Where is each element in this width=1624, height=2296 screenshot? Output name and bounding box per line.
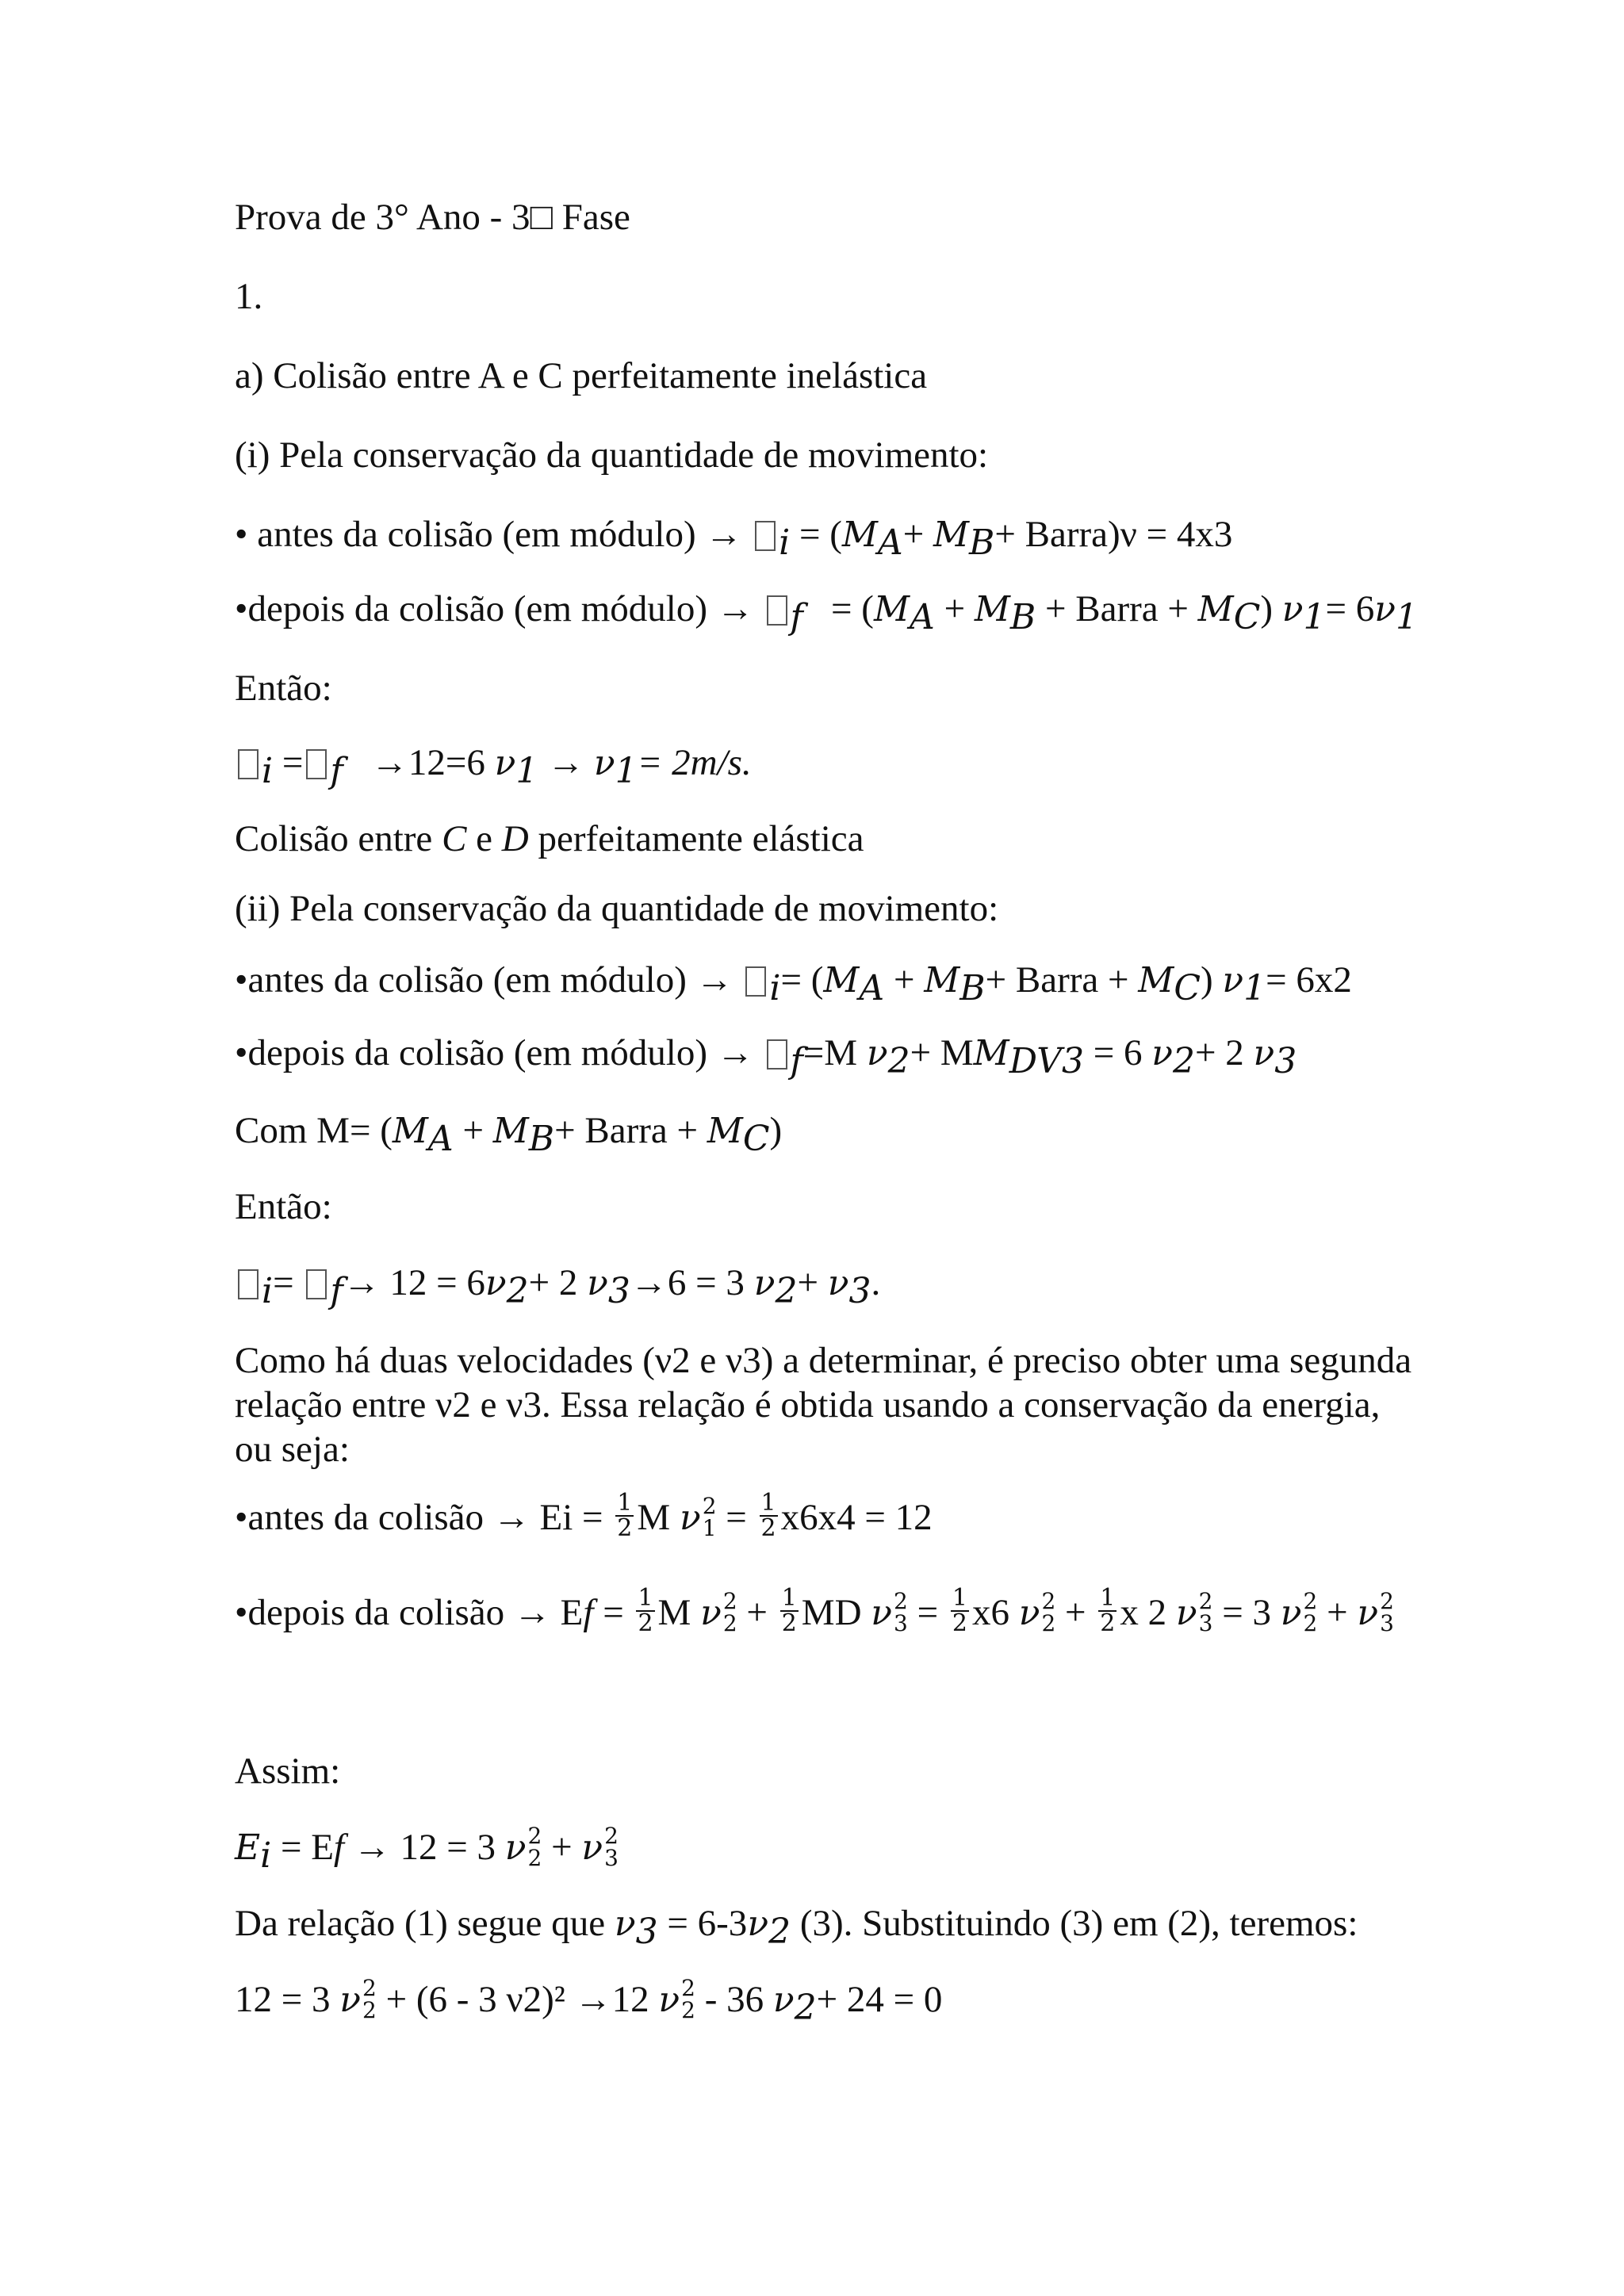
text: D [501, 818, 529, 859]
velocity-squared [658, 1977, 695, 2022]
subscript: 2 [1303, 1610, 1318, 1636]
velocity-squared [680, 1495, 717, 1540]
velocity-symbol: ν [1280, 1593, 1302, 1633]
numerator: 1 [638, 1584, 653, 1613]
text: M [637, 1497, 680, 1538]
text: + 2 [528, 1262, 588, 1303]
velocity-symbol: ν [587, 1263, 608, 1303]
subscript: 2 [527, 1845, 542, 1871]
subscript: 2 [506, 1271, 529, 1311]
text: e [466, 818, 502, 859]
subscript: 3 [1198, 1610, 1213, 1636]
numerator: 1 [617, 1489, 633, 1517]
missing-glyph-box [238, 749, 259, 779]
text: + [542, 1827, 582, 1868]
superscript: 2 [1303, 1588, 1318, 1614]
velocity-symbol: ν [753, 1263, 776, 1303]
subscript: i [769, 968, 781, 1008]
fraction [1098, 1586, 1116, 1636]
missing-glyph-box [306, 1269, 327, 1299]
page-title: Prova de 3° Ano - 3□ Fase [235, 197, 630, 238]
text: perfeitamente elástica [528, 818, 864, 859]
subscript: 3 [1380, 1610, 1394, 1636]
subscript: 1 [1303, 597, 1326, 637]
superscript: 2 [722, 1588, 737, 1614]
velocity-value: = 2m/s. [637, 742, 752, 783]
entao-label: Então: [235, 1186, 332, 1227]
missing-glyph-box [767, 1039, 787, 1070]
paragraph-line: relação entre ν2 e ν3. Essa relação é obtida usando a conservação da energia, [235, 1384, 1381, 1425]
velocity-squared [1281, 1590, 1318, 1636]
text: MD [801, 1592, 871, 1633]
numerator: 1 [781, 1584, 797, 1613]
fraction [780, 1586, 799, 1636]
text: + [1055, 1592, 1086, 1633]
denominator: 2 [617, 1514, 633, 1543]
index-stack [362, 1977, 377, 2022]
text: = 3 [1212, 1592, 1281, 1633]
velocity-squared [1176, 1590, 1213, 1636]
text: + [737, 1592, 768, 1633]
text: = ( [802, 588, 874, 629]
velocity-symbol: ν [485, 1263, 507, 1303]
text: + (6 - 3 ν2)² →12 [376, 1979, 659, 2020]
momentum-after-line-2 [235, 1031, 1297, 1081]
numerator: 1 [952, 1584, 967, 1613]
text: → [538, 742, 594, 783]
missing-glyph-box [755, 521, 776, 551]
text: = [716, 1497, 747, 1538]
text: (3). Substituindo (3) em (2), teremos: [791, 1903, 1358, 1944]
text: f [333, 1827, 344, 1868]
superscript: 2 [1041, 1588, 1056, 1614]
final-equation-line [235, 1975, 943, 2028]
fraction [951, 1586, 969, 1636]
text: + [797, 1262, 828, 1303]
velocity-symbol: ν [1222, 960, 1244, 1001]
text: + [884, 959, 925, 1001]
text: = [273, 742, 304, 783]
mass-symbol: M [924, 960, 960, 1001]
mass-symbol: M [933, 515, 970, 555]
subscript: 2 [1173, 1041, 1195, 1081]
subscript: B [528, 1119, 555, 1159]
denominator: 2 [781, 1609, 797, 1638]
velocity-squared [339, 1977, 377, 2022]
velocity-symbol: ν [1175, 1593, 1197, 1633]
text: → 12 = 3 [343, 1827, 505, 1868]
index-stack [894, 1590, 908, 1635]
text: = 6 [1083, 1032, 1152, 1073]
text: + 2 [1195, 1032, 1254, 1073]
denominator: 2 [1100, 1609, 1116, 1638]
subscript: 1 [515, 751, 538, 791]
text: = E [271, 1827, 334, 1868]
subscript: 1 [1396, 597, 1419, 637]
subscript: f [330, 1271, 343, 1311]
subscript: i [779, 522, 791, 563]
text: x6x4 = 12 [780, 1497, 933, 1538]
subscript: B [959, 968, 986, 1008]
text: + Barra + [554, 1110, 707, 1151]
mass-symbol: M [973, 1033, 1009, 1073]
text: + [902, 514, 933, 555]
label: •depois da colisão (em módulo) → [235, 1032, 754, 1073]
text: x6 [971, 1592, 1019, 1633]
text: 12 = 3 [235, 1979, 340, 2020]
subscript: 1 [1243, 968, 1266, 1008]
momentum-before-line-1 [235, 512, 1233, 563]
velocity-squared [1019, 1590, 1056, 1636]
mass-symbol: M [823, 960, 860, 1001]
text: →12=6 [343, 742, 495, 783]
question-number: 1. [235, 276, 263, 317]
text: = ( [790, 514, 842, 555]
index-stack [604, 1825, 619, 1869]
text: = 6-3 [657, 1903, 748, 1944]
numerator: 1 [1100, 1584, 1116, 1613]
superscript: 2 [362, 1975, 377, 2001]
subscript: C [742, 1119, 770, 1159]
index-stack [1303, 1590, 1317, 1635]
text: + [453, 1110, 493, 1151]
text: C [442, 818, 467, 859]
text: + 24 = 0 [816, 1979, 943, 2020]
text: ) [769, 1110, 783, 1151]
mass-symbol: M [841, 515, 878, 555]
superscript: 2 [702, 1493, 717, 1519]
subscript: 3 [635, 1911, 658, 1952]
velocity-squared [871, 1590, 908, 1636]
text: f [583, 1592, 594, 1633]
text: ) [1201, 959, 1223, 1001]
subscript: A [910, 597, 935, 637]
velocity-symbol: ν [866, 1033, 888, 1073]
text: x 2 [1120, 1592, 1176, 1633]
subscript: 3 [1274, 1041, 1297, 1081]
subscript: 3 [607, 1271, 630, 1311]
superscript: 2 [1198, 1588, 1213, 1614]
text: ) [1260, 588, 1282, 629]
superscript: 2 [527, 1823, 542, 1849]
velocity-symbol: ν [871, 1593, 893, 1633]
subscript: 2 [362, 1997, 377, 2023]
text: = [273, 1262, 304, 1303]
subscript: i [262, 1271, 274, 1311]
text: →6 = 3 [630, 1262, 754, 1303]
text: → 12 = 6 [343, 1262, 485, 1303]
denominator: 2 [952, 1609, 967, 1638]
text: = ( [780, 959, 824, 1001]
velocity-symbol: ν [494, 743, 516, 783]
denominator: 2 [760, 1514, 776, 1543]
energy-before-line [235, 1489, 933, 1545]
text: M [657, 1592, 701, 1633]
missing-glyph-box [306, 749, 327, 779]
index-stack [1380, 1590, 1394, 1635]
text: . [871, 1262, 881, 1303]
velocity-symbol: ν [1018, 1593, 1040, 1633]
superscript: 2 [604, 1823, 619, 1849]
velocity-symbol: ν [1151, 1033, 1173, 1073]
numerator: 1 [760, 1489, 776, 1517]
label: •antes da colisão (em módulo) → [235, 959, 733, 1001]
subscript: 2 [794, 1988, 817, 2028]
result-line-1 [235, 740, 752, 791]
velocity-symbol: ν [339, 1980, 362, 2020]
label: • antes da colisão (em módulo) → [235, 514, 743, 555]
paragraph-line: ou seja: [235, 1429, 350, 1470]
velocity-symbol: ν [747, 1904, 769, 1944]
text: + [934, 588, 975, 629]
index-stack [1199, 1590, 1213, 1635]
step-ii-heading: (ii) Pela conservação da quantidade de movimento: [235, 888, 999, 929]
text: + [1317, 1592, 1358, 1633]
fraction [636, 1586, 654, 1636]
velocity-squared [505, 1825, 542, 1870]
entao-label: Então: [235, 668, 332, 709]
momentum-before-line-2 [235, 958, 1352, 1008]
subscript: A [877, 522, 903, 563]
text: + Barra + [1036, 588, 1198, 629]
subscript: B [969, 522, 995, 563]
paragraph-line: Como há duas velocidades (ν2 e ν3) a determinar, é preciso obter uma segunda [235, 1340, 1412, 1381]
text: = [593, 1592, 624, 1633]
text: = [907, 1592, 939, 1633]
velocity-squared [581, 1825, 619, 1870]
subscript: 2 [887, 1041, 910, 1081]
index-stack [528, 1825, 542, 1869]
text: = 6x2 [1266, 959, 1352, 1001]
velocity-squared [700, 1590, 737, 1636]
subscript: 2 [775, 1271, 798, 1311]
subscript: i [260, 1835, 272, 1876]
velocity-symbol: ν [504, 1827, 527, 1868]
assim-label: Assim: [235, 1751, 341, 1792]
mass-symbol: M [873, 589, 910, 629]
subscript: A [859, 968, 885, 1008]
velocity-symbol: ν [1253, 1033, 1275, 1073]
text: Com M= ( [235, 1110, 393, 1151]
subscript: f [330, 751, 343, 791]
mass-definition-line [235, 1108, 783, 1159]
subscript: 1 [615, 751, 638, 791]
subscript: 2 [1041, 1610, 1056, 1636]
velocity-symbol: ν [827, 1263, 849, 1303]
velocity-squared [1357, 1590, 1394, 1636]
relation-line [235, 1901, 1358, 1952]
subscript: C [1174, 968, 1201, 1008]
mass-symbol: M [1138, 960, 1174, 1001]
velocity-symbol: ν [700, 1593, 722, 1633]
subscript: DV3 [1009, 1041, 1084, 1081]
denominator: 2 [638, 1609, 653, 1638]
superscript: 2 [894, 1588, 908, 1614]
mass-symbol: M [974, 589, 1010, 629]
subscript: 3 [848, 1271, 871, 1311]
subscript: 3 [604, 1845, 619, 1871]
subscript: f [790, 1041, 803, 1081]
part-a-heading: a) Colisão entre A e C perfeitamente inelástica [235, 355, 928, 396]
velocity-symbol: ν [1374, 589, 1396, 629]
missing-glyph-box [745, 966, 766, 997]
step-i-heading: (i) Pela conservação da quantidade de movimento: [235, 434, 989, 476]
superscript: 2 [1380, 1588, 1394, 1614]
subscript: B [1009, 597, 1036, 637]
subscript: 2 [681, 1997, 695, 2023]
velocity-symbol: ν [1357, 1593, 1379, 1633]
momentum-after-line-1 [235, 587, 1419, 637]
text: + M [910, 1032, 974, 1073]
superscript: 2 [681, 1975, 695, 2001]
text: •depois da colisão → E [235, 1592, 584, 1633]
explanation-paragraph [235, 1338, 1472, 1471]
velocity-symbol: ν [679, 1498, 701, 1538]
text: •antes da colisão → Ei = [235, 1497, 603, 1538]
energy-equation-line [235, 1823, 619, 1876]
index-stack [681, 1977, 695, 2022]
subscript: 3 [894, 1610, 908, 1636]
result-line-2 [235, 1261, 881, 1311]
label: •depois da colisão (em módulo) → [235, 588, 754, 629]
mass-symbol: M [1197, 589, 1234, 629]
velocity-symbol: ν [658, 1980, 680, 2020]
text: + Barra + [985, 959, 1139, 1001]
mass-symbol: M [492, 1111, 529, 1151]
subscript: i [262, 751, 274, 791]
energy-after-line [235, 1584, 1394, 1640]
text: - 36 [695, 1979, 773, 2020]
energy-symbol: E [235, 1827, 261, 1868]
subscript: 2 [768, 1911, 791, 1952]
subscript: C [1233, 597, 1261, 637]
subscript: f [790, 597, 803, 637]
velocity-symbol: ν [593, 743, 615, 783]
subscript: A [427, 1119, 454, 1159]
missing-glyph-box [238, 1269, 259, 1299]
fraction [760, 1489, 778, 1543]
velocity-symbol: ν [614, 1904, 636, 1944]
index-stack [703, 1495, 717, 1540]
subscript: 1 [702, 1515, 717, 1541]
missing-glyph-box [767, 595, 787, 626]
mass-symbol: M [707, 1111, 743, 1151]
text: Da relação (1) segue que [235, 1903, 615, 1944]
subscript: 2 [722, 1610, 737, 1636]
text: = 6 [1325, 588, 1375, 629]
text: =M [802, 1032, 867, 1073]
velocity-symbol: ν [581, 1827, 603, 1868]
text: Colisão entre [235, 818, 442, 859]
fraction [615, 1489, 634, 1543]
index-stack [1041, 1590, 1055, 1635]
text: + Barra)ν = 4x3 [994, 514, 1233, 555]
mass-symbol: M [392, 1111, 428, 1151]
velocity-symbol: ν [772, 1980, 795, 2020]
index-stack [723, 1590, 737, 1635]
velocity-symbol: ν [1281, 589, 1304, 629]
part-cd-heading [235, 817, 864, 861]
